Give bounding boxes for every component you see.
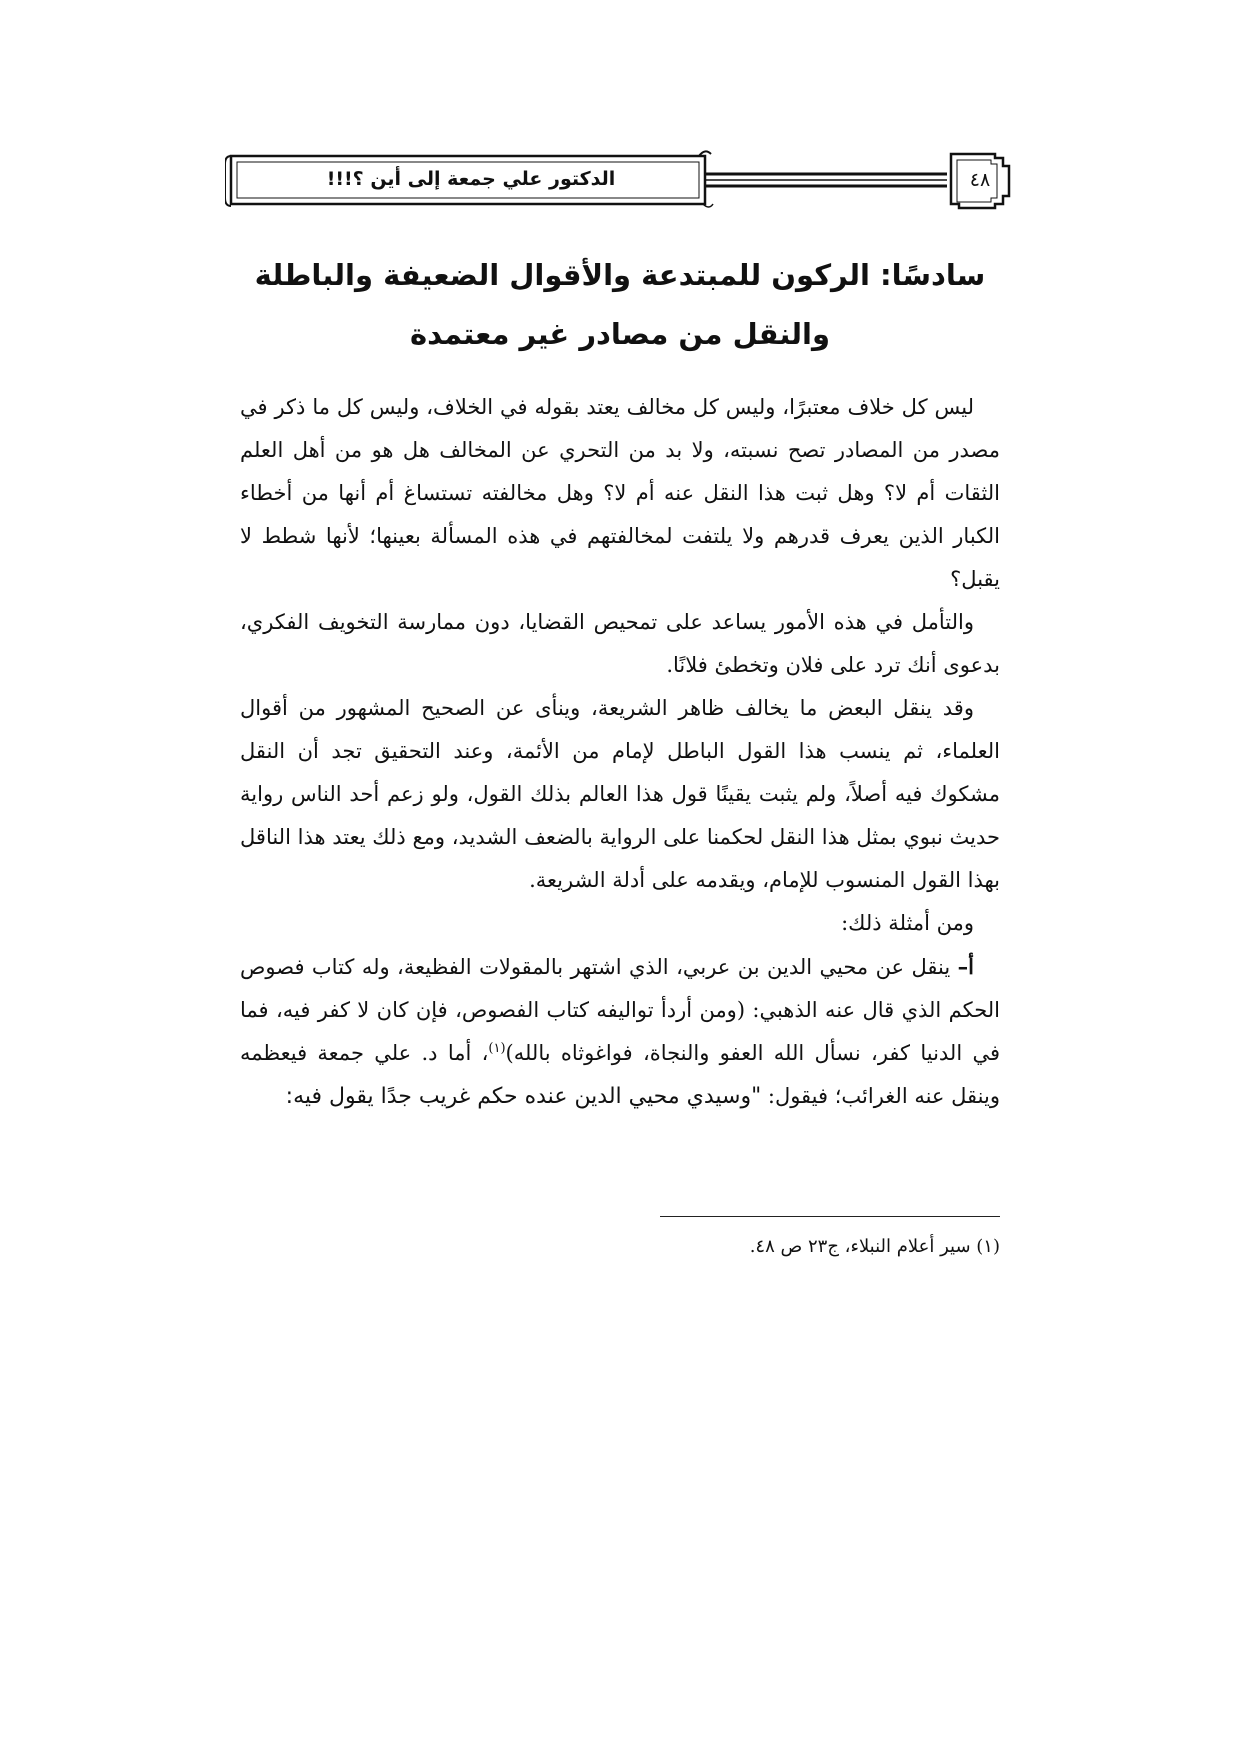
running-title: الدكتور علي جمعة إلى أين ؟!!! (326, 168, 616, 190)
section-heading-line-1: سادسًا: الركون للمبتدعة والأقوال الضعيفة والباطلة (254, 258, 986, 292)
footnote: (١) سير أعلام النبلاء، ج٢٣ ص ٤٨. (749, 1236, 1000, 1257)
paragraph-5 (240, 945, 1000, 1118)
paragraph-5-text-b: ، أما د. علي جمعة فيعظمه وينقل عنه الغرائب؛ فيقول: (240, 1041, 1000, 1108)
paragraph-1: ليس كل خلاف معتبرًا، وليس كل مخالف يعتد بقوله في الخلاف، وليس كل ما ذكر في مصدر من المصادر تصح نسبته، ولا بد من التحري عن المخالف هل هو من أهل العلم الثقات أم لا؟ وهل ثبت هذا النقل عنه أم لا؟ وهل مخالفته تستساغ أم أنها من أخطاء الكبار الذين يعرف قدرهم ولا يلتفت لمخالفتهم في هذه المسألة بعينها؛ لأنها شطط لا يقبل؟ (240, 395, 1000, 591)
footnote-reference[interactable]: (١) (488, 1041, 506, 1056)
paragraph-3: وقد ينقل البعض ما يخالف ظاهر الشريعة، وينأى عن الصحيح المشهور من أقوال العلماء، ثم ينسب هذا القول الباطل لإمام من الأئمة، وعند التحقيق تجد أن النقل مشكوك فيه أصلاً، ولم يثبت يقينًا قول هذا العالم بذلك القول، ولو زعم أحد الناس رواية حديث نبوي بمثل هذا النقل لحكمنا على الرواية بالضعف الشديد، ومع ذلك يعتد هذا الناقل بهذا القول المنسوب للإمام، ويقدمه على أدلة الشريعة. (240, 696, 1000, 892)
section-heading-line-2: والنقل من مصادر غير معتمدة (409, 317, 831, 351)
list-marker: أ– (957, 954, 974, 979)
paragraph-5-quote: "وسيدي محيي الدين عنده حكم غريب جدًا يقول فيه: (285, 1084, 762, 1109)
paragraph-2: والتأمل في هذه الأمور يساعد على تمحيص القضايا، دون ممارسة التخويف الفكري، بدعوى أنك ترد على فلان وتخطئ فلانًا. (240, 610, 1000, 677)
body-text (240, 386, 1000, 1118)
page-number: ٤٨ (969, 169, 991, 191)
paragraph-5-text-a: ينقل عن محيي الدين بن عربي، الذي اشتهر بالمقولات الفظيعة، وله كتاب فصوص الحكم الذي قال عنه الذهبي: (ومن أردأ تواليفه كتاب الفصوص، فإن كان لا كفر فيه، فما في الدنيا كفر، نسأل الله العفو والنجاة، فواغوثاه بالله) (240, 955, 1000, 1065)
footnote-divider (660, 1216, 1000, 1217)
paragraph-4: ومن أمثلة ذلك: (841, 911, 974, 935)
running-header (225, 148, 1015, 212)
